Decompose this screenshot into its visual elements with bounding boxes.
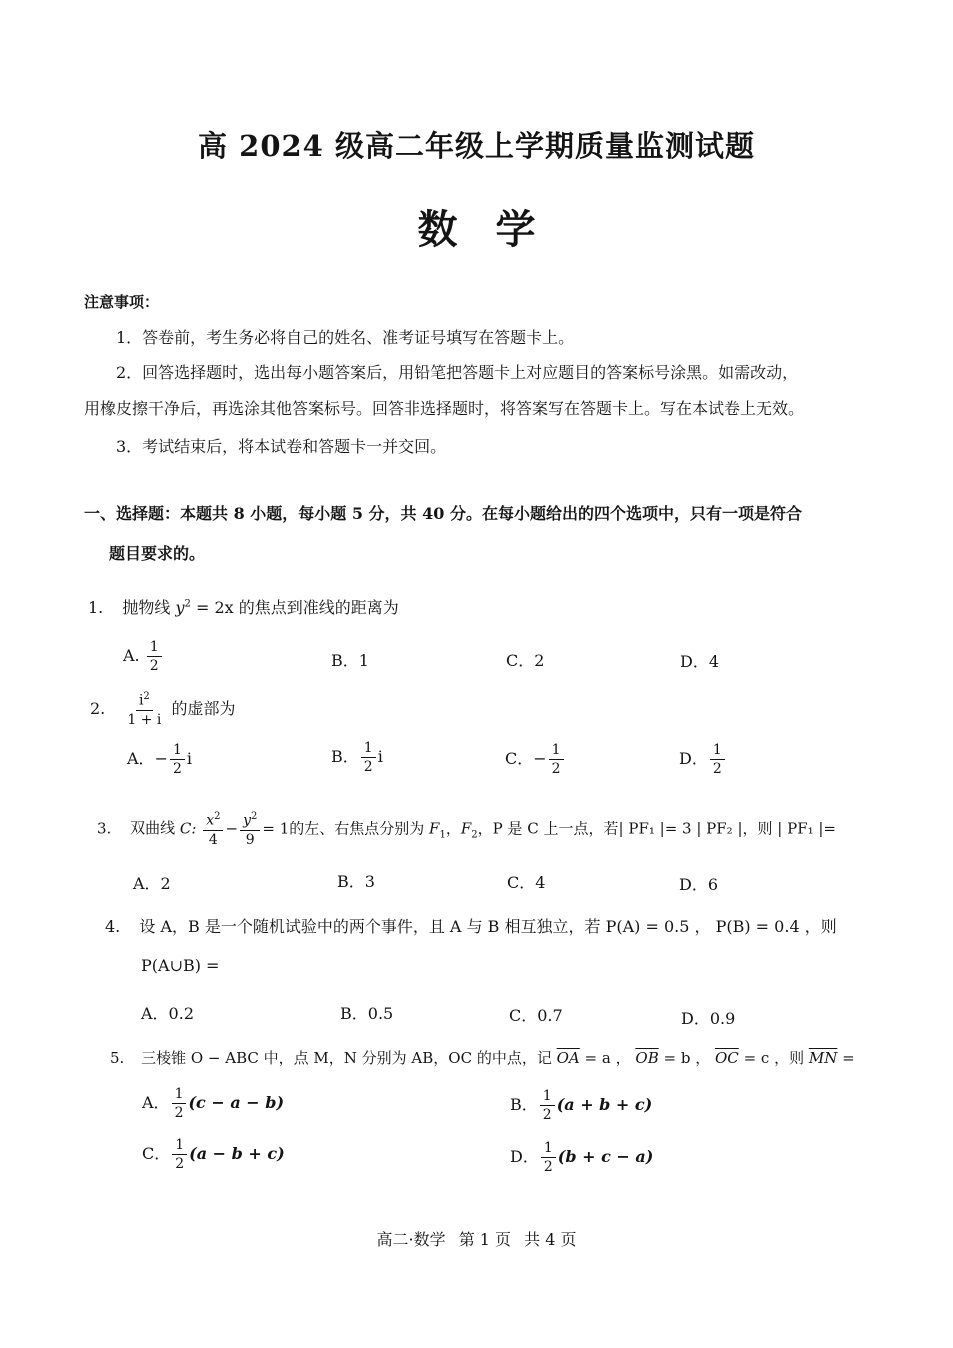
question-number: 2. (90, 698, 106, 718)
q1-option-a[interactable] (123, 640, 164, 673)
question-text: 的焦点到准线的距离为 (238, 598, 399, 617)
option-label: B． (510, 1095, 538, 1114)
vector-def: = a ， (584, 1049, 631, 1067)
notice-item-2-line-1: 2．回答选择题时，选出每小题答案后，用铅笔把答题卡上对应题目的答案标号涂黑。如需改动， (116, 363, 799, 382)
fraction-denominator: 2 (543, 1159, 553, 1175)
option-label: D． (679, 749, 708, 768)
question-4 (105, 914, 837, 937)
q4-option-b[interactable]: B．0.5 (340, 1004, 394, 1023)
vector-oa: $\overline{OA}$ (556, 1049, 580, 1067)
question-text: 三棱锥 O − ABC 中，点 M，N 分别为 AB，OC 的中点，记 (141, 1049, 552, 1067)
q1-option-c[interactable]: C．2 (506, 651, 545, 670)
question-expr: = 2x (195, 598, 234, 617)
q1-option-d[interactable]: D．4 (680, 652, 720, 671)
imaginary-unit: i (377, 747, 383, 766)
focus-f2: F (460, 819, 472, 838)
fraction-numerator: 1 (147, 640, 162, 657)
fraction-numerator: i (138, 692, 144, 709)
subject-title: 数学 (417, 206, 574, 253)
fraction-numerator: 1 (170, 743, 185, 760)
option-expr: (a − b + c) (189, 1144, 285, 1163)
fraction-denominator: 2 (149, 658, 159, 674)
q4-option-a[interactable]: A．0.2 (141, 1004, 195, 1023)
variable-y: y (243, 812, 251, 829)
fraction-numerator: 1 (172, 1138, 187, 1155)
fraction-denominator: 2 (712, 761, 722, 777)
fraction-denominator: 2 (551, 761, 561, 777)
fraction-denominator: 9 (245, 831, 255, 848)
curve-label: C: (179, 819, 197, 838)
option-label: C． (142, 1144, 171, 1163)
q2-option-d[interactable] (679, 743, 727, 776)
question-1: 1. 抛物线 $y^2 = 2x$ 的焦点到准线的距离为 (88, 598, 399, 617)
focus-f1: F (429, 819, 440, 838)
vector-mn: $\overline{MN}$ (808, 1049, 838, 1067)
imaginary-unit: i (186, 749, 193, 768)
option-expr: (b + c − a) (557, 1147, 654, 1166)
equals-sign: = (842, 1049, 855, 1067)
question-number: 4. (105, 917, 121, 936)
notice-item-2-line-2: 用橡皮擦干净后，再选涂其他答案标号。回答非选择题时，将答案写在答题卡上。写在本试卷上无效。 (84, 399, 805, 418)
option-label: A. (123, 646, 140, 665)
question-number: 1. (88, 598, 104, 617)
fraction-denominator: 2 (174, 1105, 184, 1121)
question-4-cont: P(A∪B) = (141, 956, 220, 975)
vector-oc: $\overline{OC}$ (715, 1049, 739, 1067)
footer-page-number: 第 1 页 (458, 1230, 512, 1249)
q4-option-d[interactable]: D．0.9 (681, 1009, 736, 1028)
fraction-numerator: 1 (361, 741, 376, 758)
option-expr: (c − a − b) (188, 1093, 285, 1112)
minus-sign: − (533, 749, 547, 768)
q3-option-a[interactable]: A．2 (133, 874, 171, 893)
q2-option-b[interactable] (331, 741, 383, 774)
question-condition: | PF₁ |= 3 | PF₂ |，则 | PF₁ |= (618, 819, 837, 838)
fraction-denominator: 2 (363, 759, 373, 775)
option-expr: (a + b + c) (556, 1095, 653, 1114)
fraction-denominator: 2 (172, 761, 182, 777)
equation-rhs: = 1 (262, 819, 290, 838)
q5-option-a[interactable] (142, 1087, 284, 1120)
notice-item-1: 1．答卷前，考生务必将自己的姓名、准考证号填写在答题卡上。 (116, 328, 575, 347)
fraction-denominator: 2 (542, 1107, 552, 1123)
minus-sign: − (154, 749, 168, 768)
fraction-numerator: 1 (541, 1141, 556, 1158)
question-text: 设 A，B 是一个随机试验中的两个事件，且 A 与 B 相互独立，若 P(A) = 0.5 ， P(B) = 0.4 ，则 (139, 917, 837, 936)
fraction-numerator: 1 (172, 1087, 187, 1104)
notice-heading: 注意事项： (84, 293, 160, 311)
notice-item-3: 3．考试结束后，将本试卷和答题卡一并交回。 (116, 437, 447, 456)
question-3: 3. 双曲线 C: $\frac{x^2}{4}$ − $\frac{y^2}{9}$ = 1的左、右焦点分别为 $F_1$，$F_2$，P 是 C 上一点，若| PF₁ |= 3 | PF₂ |，则 | PF₁ |= (97, 811, 837, 848)
fraction-denominator: 4 (208, 831, 218, 848)
page-footer (0, 1227, 953, 1250)
q3-option-b[interactable]: B．3 (337, 872, 375, 891)
question-text: 的左、右焦点分别为 (289, 819, 425, 838)
question-text: 的虚部为 (171, 698, 236, 718)
q2-option-a[interactable] (127, 743, 192, 776)
q5-option-c[interactable] (142, 1138, 285, 1171)
fraction-numerator: 1 (549, 743, 564, 760)
question-number: 5. (110, 1049, 125, 1067)
question-number: 3. (97, 819, 112, 838)
option-label: B． (331, 747, 359, 766)
fraction-numerator: 1 (540, 1089, 555, 1106)
question-5 (110, 1047, 855, 1068)
option-label: A． (142, 1093, 170, 1112)
question-text: 双曲线 (130, 819, 176, 838)
section-1-heading-cont: 题目要求的。 (109, 544, 206, 563)
section-1-heading: 一、选择题：本题共 8 小题，每小题 5 分，共 40 分。在每小题给出的四个选项中，只有一项是符合 (84, 504, 802, 523)
q5-option-b[interactable] (510, 1089, 652, 1122)
vector-def: = c ，则 (743, 1049, 805, 1067)
fraction-denominator: 1 + i (127, 711, 162, 728)
q2-option-c[interactable] (505, 743, 566, 776)
option-label: C． (505, 749, 534, 768)
fraction-denominator: 2 (175, 1156, 185, 1172)
vector-ob: $\overline{OB}$ (635, 1049, 659, 1067)
q3-option-c[interactable]: C．4 (507, 873, 546, 892)
vector-def: = b ， (663, 1049, 711, 1067)
fraction-numerator: 1 (710, 743, 725, 760)
q1-option-b[interactable]: B．1 (331, 651, 369, 670)
question-text: P 是 C 上一点，若 (492, 819, 619, 838)
exam-title: 高 2024 级高二年级上学期质量监测试题 (198, 129, 755, 163)
question-2: 2. $\frac{i^2}{1 + i}$ 的虚部为 (90, 691, 236, 728)
q5-option-d[interactable] (510, 1141, 653, 1174)
option-label: A． (127, 749, 155, 768)
footer-page-total: 共 4 页 (524, 1230, 577, 1249)
footer-course: 高二·数学 (376, 1230, 446, 1249)
question-text: 抛物线 (122, 598, 171, 617)
q4-option-c[interactable]: C．0.7 (509, 1006, 563, 1025)
variable-x: x (206, 812, 215, 829)
option-label: D． (510, 1147, 539, 1166)
q3-option-d[interactable]: D．6 (679, 875, 719, 894)
